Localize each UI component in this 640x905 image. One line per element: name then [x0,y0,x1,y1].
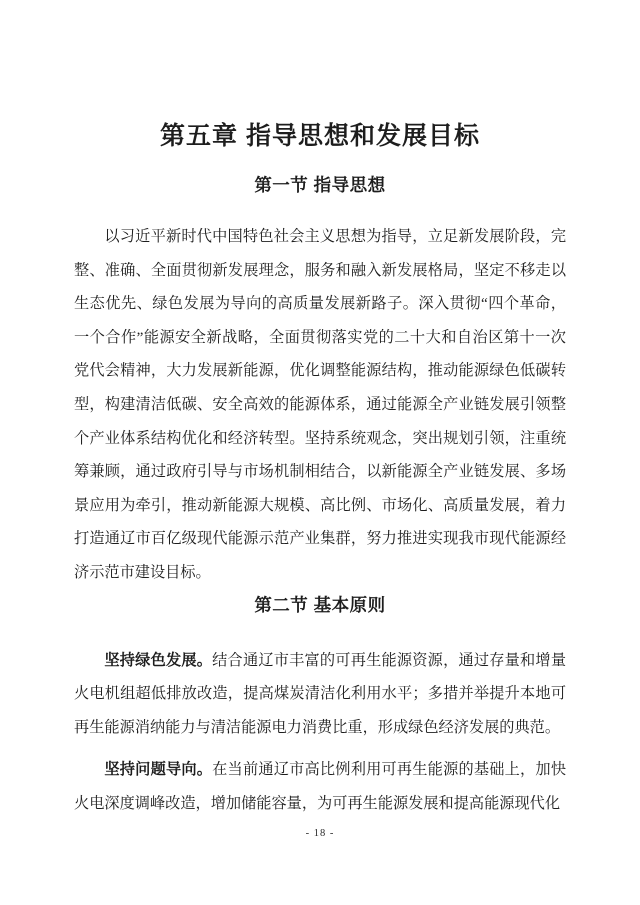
section-1-paragraph [74,220,566,590]
paragraph-text: 在当前通辽市高比例利用可再生能源的基础上，加快火电深度调峰改造，增加储能容量，为可再生能源发展和提高能源现代化 [74,761,567,812]
section-1-heading: 第一节 指导思想 [254,175,386,195]
chapter-title: 第五章 指导思想和发展目标 [160,122,480,150]
section-2-paragraph-green-development [74,644,566,745]
section-2-heading: 第二节 基本原则 [254,594,386,615]
paragraph-lead: 坚持问题导向。 [104,761,213,779]
paragraph-lead: 坚持绿色发展。 [104,651,213,669]
page-number: - 18 - [305,828,335,839]
section-2-paragraph-problem-orientation [74,753,566,820]
paragraph-text: 以习近平新时代中国特色社会主义思想为指导，立足新发展阶段，完整、准确、全面贯彻新发展理念，服务和融入新发展格局，坚定不移走以生态优先、绿色发展为导向的高质量发展新路子。深入贯彻“四个革命，一个合作”能源安全新战略，全面贯彻落实党的二十大和自治区第十一次党代会精神，大力发展新能源，优化调整能源结构，推动能源绿色低碳转型，构建清洁低碳、安全高效的能源体系，通过能源全产业链发展引领整个产业体系结构优化和经济转型。坚持系统观念，突出规划引领，注重统筹兼顾，通过政府引导与市场机制相结合，以新能源全产业链发展、多场景应用为牵引，推动新能源大规模、高比例、市场化、高质量发展，着力打造通辽市百亿级现代能源示范产业集群，努力推进实现我市现代能源经济示范市建设目标。 [74,228,566,581]
paragraph-text: 结合通辽市丰富的可再生能源资源，通过存量和增量火电机组超低排放改造，提高煤炭清洁化利用水平；多措并举提升本地可再生能源消纳能力与清洁能源电力消费比重，形成绿色经济发展的典范。 [74,651,567,736]
